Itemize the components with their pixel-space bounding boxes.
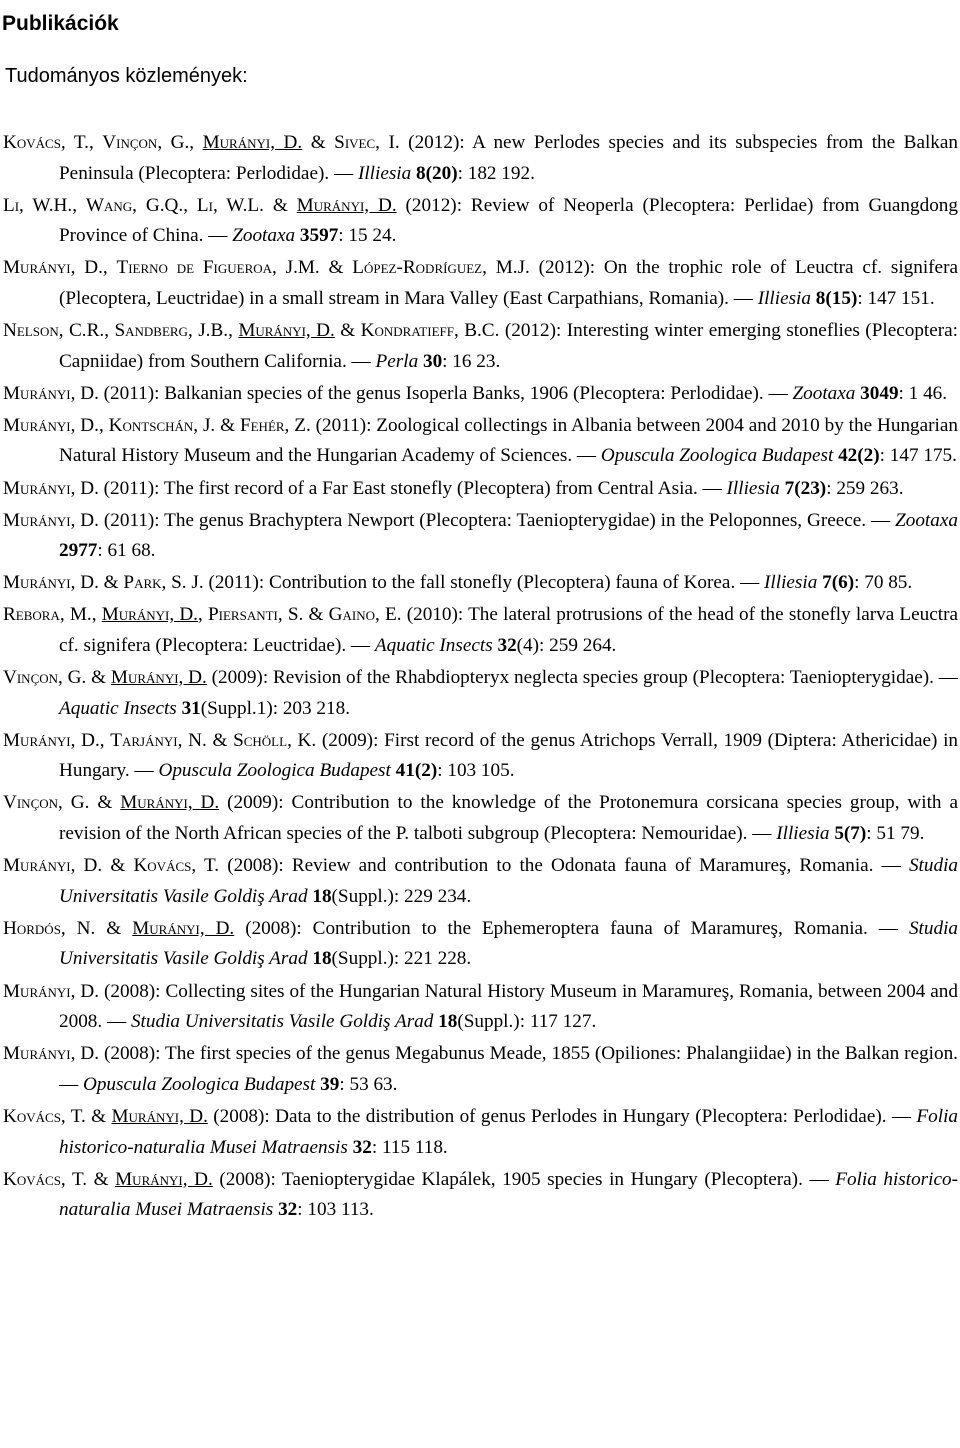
journal-name: Studia Universitatis Vasile Goldiş Arad xyxy=(130,1011,434,1033)
author-name: Murányi, D. xyxy=(3,980,100,1002)
author-name: Sandberg, J.B. xyxy=(114,320,229,342)
author-name: Murányi, D. xyxy=(3,382,99,404)
reference-item xyxy=(3,977,958,1038)
journal-name: Illiesia xyxy=(726,477,780,499)
reference-item xyxy=(3,1039,958,1100)
volume-number: 31 xyxy=(181,697,201,719)
highlighted-author-name: Murányi, D. xyxy=(101,604,198,626)
reference-text: , xyxy=(228,320,239,342)
reference-text: & xyxy=(319,257,353,279)
journal-name: Zootaxa xyxy=(792,382,856,404)
reference-item xyxy=(3,316,958,377)
reference-item xyxy=(3,788,958,849)
reference-text: & xyxy=(263,194,297,216)
reference-item xyxy=(3,726,958,787)
reference-item xyxy=(3,914,958,975)
reference-text: : 15 24. xyxy=(338,225,397,247)
volume-number: 18 xyxy=(312,948,332,970)
reference-item xyxy=(3,379,958,410)
reference-text: , xyxy=(102,257,117,279)
author-name: Rebora, M. xyxy=(3,604,92,626)
highlighted-author-name: Murányi, D. xyxy=(202,132,303,153)
journal-name: Illiesia xyxy=(357,162,412,184)
author-name: Kovács, T. xyxy=(3,1168,88,1190)
volume-number: 18 xyxy=(312,885,332,907)
journal-name: Opuscula Zoologica Budapest xyxy=(600,445,834,467)
volume-number: 42(2) xyxy=(838,445,880,467)
journal-name: Aquatic Insects xyxy=(374,635,493,656)
highlighted-author-name: Murányi, D. xyxy=(115,1168,213,1190)
reference-text: (2011): Balkanian species of the genus Isoperla Banks, 1906 (Plecoptera: Perlodidae). — xyxy=(98,382,793,404)
journal-name: Folia historico-naturalia Musei Matraensis xyxy=(59,1168,958,1221)
author-name: Park, S. J. xyxy=(123,572,204,594)
reference-text: & xyxy=(86,667,111,689)
reference-text: (2010): The lateral protrusions of the head of the stonefly larva Leuctra cf. signifera (Plecoptera: Leuctridae). — xyxy=(59,604,958,656)
reference-text: (2012): On the trophic role of Leuctra cf. signifera (Plecoptera, Leuctridae) in a small stream in Mara Valley (East Carpathians, Romania). — xyxy=(59,257,958,309)
reference-text: , xyxy=(183,194,197,216)
reference-text: : 1 46. xyxy=(898,382,948,404)
reference-text: (2009): Revision of the Rhabdiopteryx neglecta species group (Plecoptera: Taeniopterygidae). — xyxy=(206,667,958,689)
journal-name: Folia historico-naturalia Musei Matraensis xyxy=(59,1105,958,1158)
reference-text: : 147 175. xyxy=(879,445,957,467)
reference-text: (2008): Data to the distribution of genus Perlodes in Hungary (Plecoptera: Perlodidae). — xyxy=(207,1105,917,1127)
volume-number: 8(20) xyxy=(416,162,458,184)
author-name: Sivec, I. xyxy=(334,132,400,153)
reference-text: (2009): First record of the genus Atrichops Verrall, 1909 (Diptera: Athericidae) in Hungary. — xyxy=(59,729,959,782)
reference-text: : 182 192. xyxy=(457,162,535,184)
author-name: Fehér, Z. xyxy=(239,414,311,436)
reference-text: (2011): The first record of a Far East stonefly (Plecoptera) from Central Asia. — xyxy=(98,477,727,499)
reference-text: (2008): Review and contribution to the Odonata fauna of Maramureş, Romania. — xyxy=(219,855,909,877)
volume-number: 7(6) xyxy=(822,572,855,594)
volume-number: 5(7) xyxy=(834,823,867,845)
volume-number: 3597 xyxy=(299,225,339,247)
reference-text: (4): 259 264. xyxy=(516,635,617,656)
reference-text: (2012): Interesting winter emerging stoneflies (Plecoptera: Capniidae) from Southern California. — xyxy=(59,320,958,372)
reference-text: & xyxy=(89,792,121,814)
reference-text: & xyxy=(85,1105,112,1127)
author-name: Piersanti, S. xyxy=(207,604,304,626)
journal-name: Studia Universitatis Vasile Goldiş Arad xyxy=(59,855,958,907)
journal-name: Perla xyxy=(375,350,419,372)
reference-text: & xyxy=(302,132,335,153)
reference-text: : 53 63. xyxy=(339,1073,398,1095)
author-name: Kovács, T. xyxy=(3,1105,86,1127)
author-name: Li, W.H. xyxy=(3,194,73,216)
author-name: Murányi, D. xyxy=(3,414,99,436)
section-subtitle: Tudományos közlemények: xyxy=(5,65,248,87)
journal-name: Studia Universitatis Vasile Goldiş Arad xyxy=(59,917,958,970)
author-name: Schöll, K. xyxy=(233,729,317,751)
reference-text: , xyxy=(91,604,102,626)
reference-text: , xyxy=(99,729,111,751)
author-name: Kondratieff, B.C. xyxy=(360,320,500,342)
volume-number: 30 xyxy=(422,350,443,372)
author-name: Murányi, D. xyxy=(3,257,103,279)
reference-text: : 115 118. xyxy=(371,1136,448,1158)
reference-text: : 16 23. xyxy=(442,350,501,372)
reference-item xyxy=(3,851,958,912)
reference-text: , xyxy=(104,320,115,342)
reference-text: (2012): A new Perlodes species and its subspecies from the Balkan Peninsula (Plecoptera: Perlodidae). — xyxy=(59,132,958,184)
reference-text: , xyxy=(197,604,208,626)
reference-text: : 147 151. xyxy=(857,287,935,309)
reference-item xyxy=(3,568,958,599)
reference-item xyxy=(3,1165,958,1226)
reference-text: (2008): Collecting sites of the Hungarian Natural History Museum in Maramureş, Romania, between 2004 and 2008. — xyxy=(59,980,958,1033)
reference-text: & xyxy=(95,917,133,939)
highlighted-author-name: Murányi, D. xyxy=(238,320,335,342)
reference-text: (Suppl.): 229 234. xyxy=(331,885,472,907)
reference-item xyxy=(3,411,958,472)
author-name: Kovács, T. xyxy=(3,132,89,153)
reference-text: & xyxy=(102,855,134,877)
highlighted-author-name: Murányi, D. xyxy=(110,667,207,689)
reference-list xyxy=(3,128,958,1227)
reference-text: & xyxy=(215,414,240,436)
reference-text: (2009): Contribution to the knowledge of the Protonemura corsicana species group, with a revision of the North African species of the P. talboti subgroup (Plecoptera: Nemouridae). — xyxy=(59,792,958,845)
volume-number: 32 xyxy=(352,1136,372,1158)
volume-number: 2977 xyxy=(59,540,98,562)
reference-text: (2011): Zoological collectings in Albania between 2004 and 2010 by the Hungarian Natural History Museum and the Hungarian Academy of Sciences. — xyxy=(59,414,958,467)
journal-name: Zootaxa xyxy=(895,509,958,531)
author-name: Gaino, E. xyxy=(328,604,402,626)
author-name: Vinçon, G. xyxy=(102,132,190,153)
reference-text: (Suppl.): 117 127. xyxy=(457,1011,597,1033)
author-name: Murányi, D. xyxy=(3,855,103,877)
reference-item xyxy=(3,474,958,505)
author-name: Wang, G.Q. xyxy=(85,194,184,216)
reference-text: & xyxy=(303,604,329,626)
page-title: Publikációk xyxy=(2,12,119,36)
reference-item xyxy=(3,191,958,252)
reference-text: : 70 85. xyxy=(854,572,913,594)
highlighted-author-name: Murányi, D. xyxy=(296,194,397,216)
reference-item xyxy=(3,128,958,189)
highlighted-author-name: Murányi, D. xyxy=(111,1105,208,1127)
reference-text: & xyxy=(98,572,124,594)
reference-item xyxy=(3,1102,958,1163)
reference-text: : 259 263. xyxy=(826,477,904,499)
reference-text: , xyxy=(98,414,109,436)
author-name: Hordós, N. xyxy=(3,917,96,939)
author-name: Nelson, C.R. xyxy=(3,320,105,342)
volume-number: 32 xyxy=(497,635,517,656)
author-name: Kovács, T. xyxy=(133,855,220,877)
reference-item xyxy=(3,253,958,314)
volume-number: 8(15) xyxy=(815,287,858,309)
author-name: Murányi, D. xyxy=(3,509,99,531)
author-name: Vinçon, G. xyxy=(3,667,87,689)
reference-text: (2008): Taeniopterygidae Klapálek, 1905 species in Hungary (Plecoptera). — xyxy=(212,1168,836,1190)
volume-number: 41(2) xyxy=(395,760,438,782)
reference-text: : 61 68. xyxy=(97,540,156,562)
journal-name: Opuscula Zoologica Budapest xyxy=(82,1073,316,1095)
journal-name: Illiesia xyxy=(776,823,830,845)
journal-name: Aquatic Insects xyxy=(59,697,177,719)
reference-text: : 103 113. xyxy=(297,1199,374,1221)
reference-text: , xyxy=(189,132,203,153)
reference-text: & xyxy=(206,729,234,751)
author-name: Murányi, D. xyxy=(3,477,99,499)
reference-text: (2011): The genus Brachyptera Newport (Plecoptera: Taeniopterygidae) in the Peloponnes, Greece. — xyxy=(98,509,896,531)
reference-text: (2011): Contribution to the fall stonefly (Plecoptera) fauna of Korea. — xyxy=(203,572,765,594)
author-name: Tarjányi, N. xyxy=(110,729,207,751)
journal-name: Illiesia xyxy=(764,572,818,594)
reference-text: & xyxy=(334,320,361,342)
reference-item xyxy=(3,600,958,661)
author-name: Kontschán, J. xyxy=(108,414,216,436)
reference-text: , xyxy=(72,194,86,216)
author-name: Tierno de Figueroa, J.M. xyxy=(116,257,320,279)
reference-text: : 51 79. xyxy=(866,823,925,845)
volume-number: 18 xyxy=(438,1011,458,1033)
journal-name: Zootaxa xyxy=(232,225,296,247)
reference-item xyxy=(3,506,958,567)
reference-text: (2008): The first species of the genus Megabunus Meade, 1855 (Opiliones: Phalangiidae) in the Balkan region. — xyxy=(59,1043,958,1095)
author-name: Vinçon, G. xyxy=(3,792,90,814)
reference-text: & xyxy=(87,1168,116,1190)
journal-name: Illiesia xyxy=(757,287,811,309)
highlighted-author-name: Murányi, D. xyxy=(132,917,235,939)
volume-number: 39 xyxy=(320,1073,340,1095)
reference-text: : 103 105. xyxy=(437,760,515,782)
author-name: Murányi, D. xyxy=(3,1043,100,1065)
author-name: Murányi, D. xyxy=(3,729,100,751)
highlighted-author-name: Murányi, D. xyxy=(120,792,220,814)
volume-number: 32 xyxy=(278,1199,298,1221)
reference-text: (Suppl.1): 203 218. xyxy=(200,697,350,719)
volume-number: 3049 xyxy=(860,382,899,404)
author-name: Li, W.L. xyxy=(196,194,264,216)
reference-text: , xyxy=(88,132,103,153)
volume-number: 7(23) xyxy=(784,477,827,499)
reference-item xyxy=(3,663,958,724)
author-name: Murányi, D. xyxy=(3,572,99,594)
reference-text: (2012): Review of Neoperla (Plecoptera: Perlidae) from Guangdong Province of China. — xyxy=(59,194,958,247)
journal-name: Opuscula Zoologica Budapest xyxy=(158,760,391,782)
reference-text: (Suppl.): 221 228. xyxy=(331,948,472,970)
reference-text: (2008): Contribution to the Ephemeroptera fauna of Maramureş, Romania. — xyxy=(234,917,909,939)
author-name: López-Rodríguez, M.J. xyxy=(352,257,530,279)
